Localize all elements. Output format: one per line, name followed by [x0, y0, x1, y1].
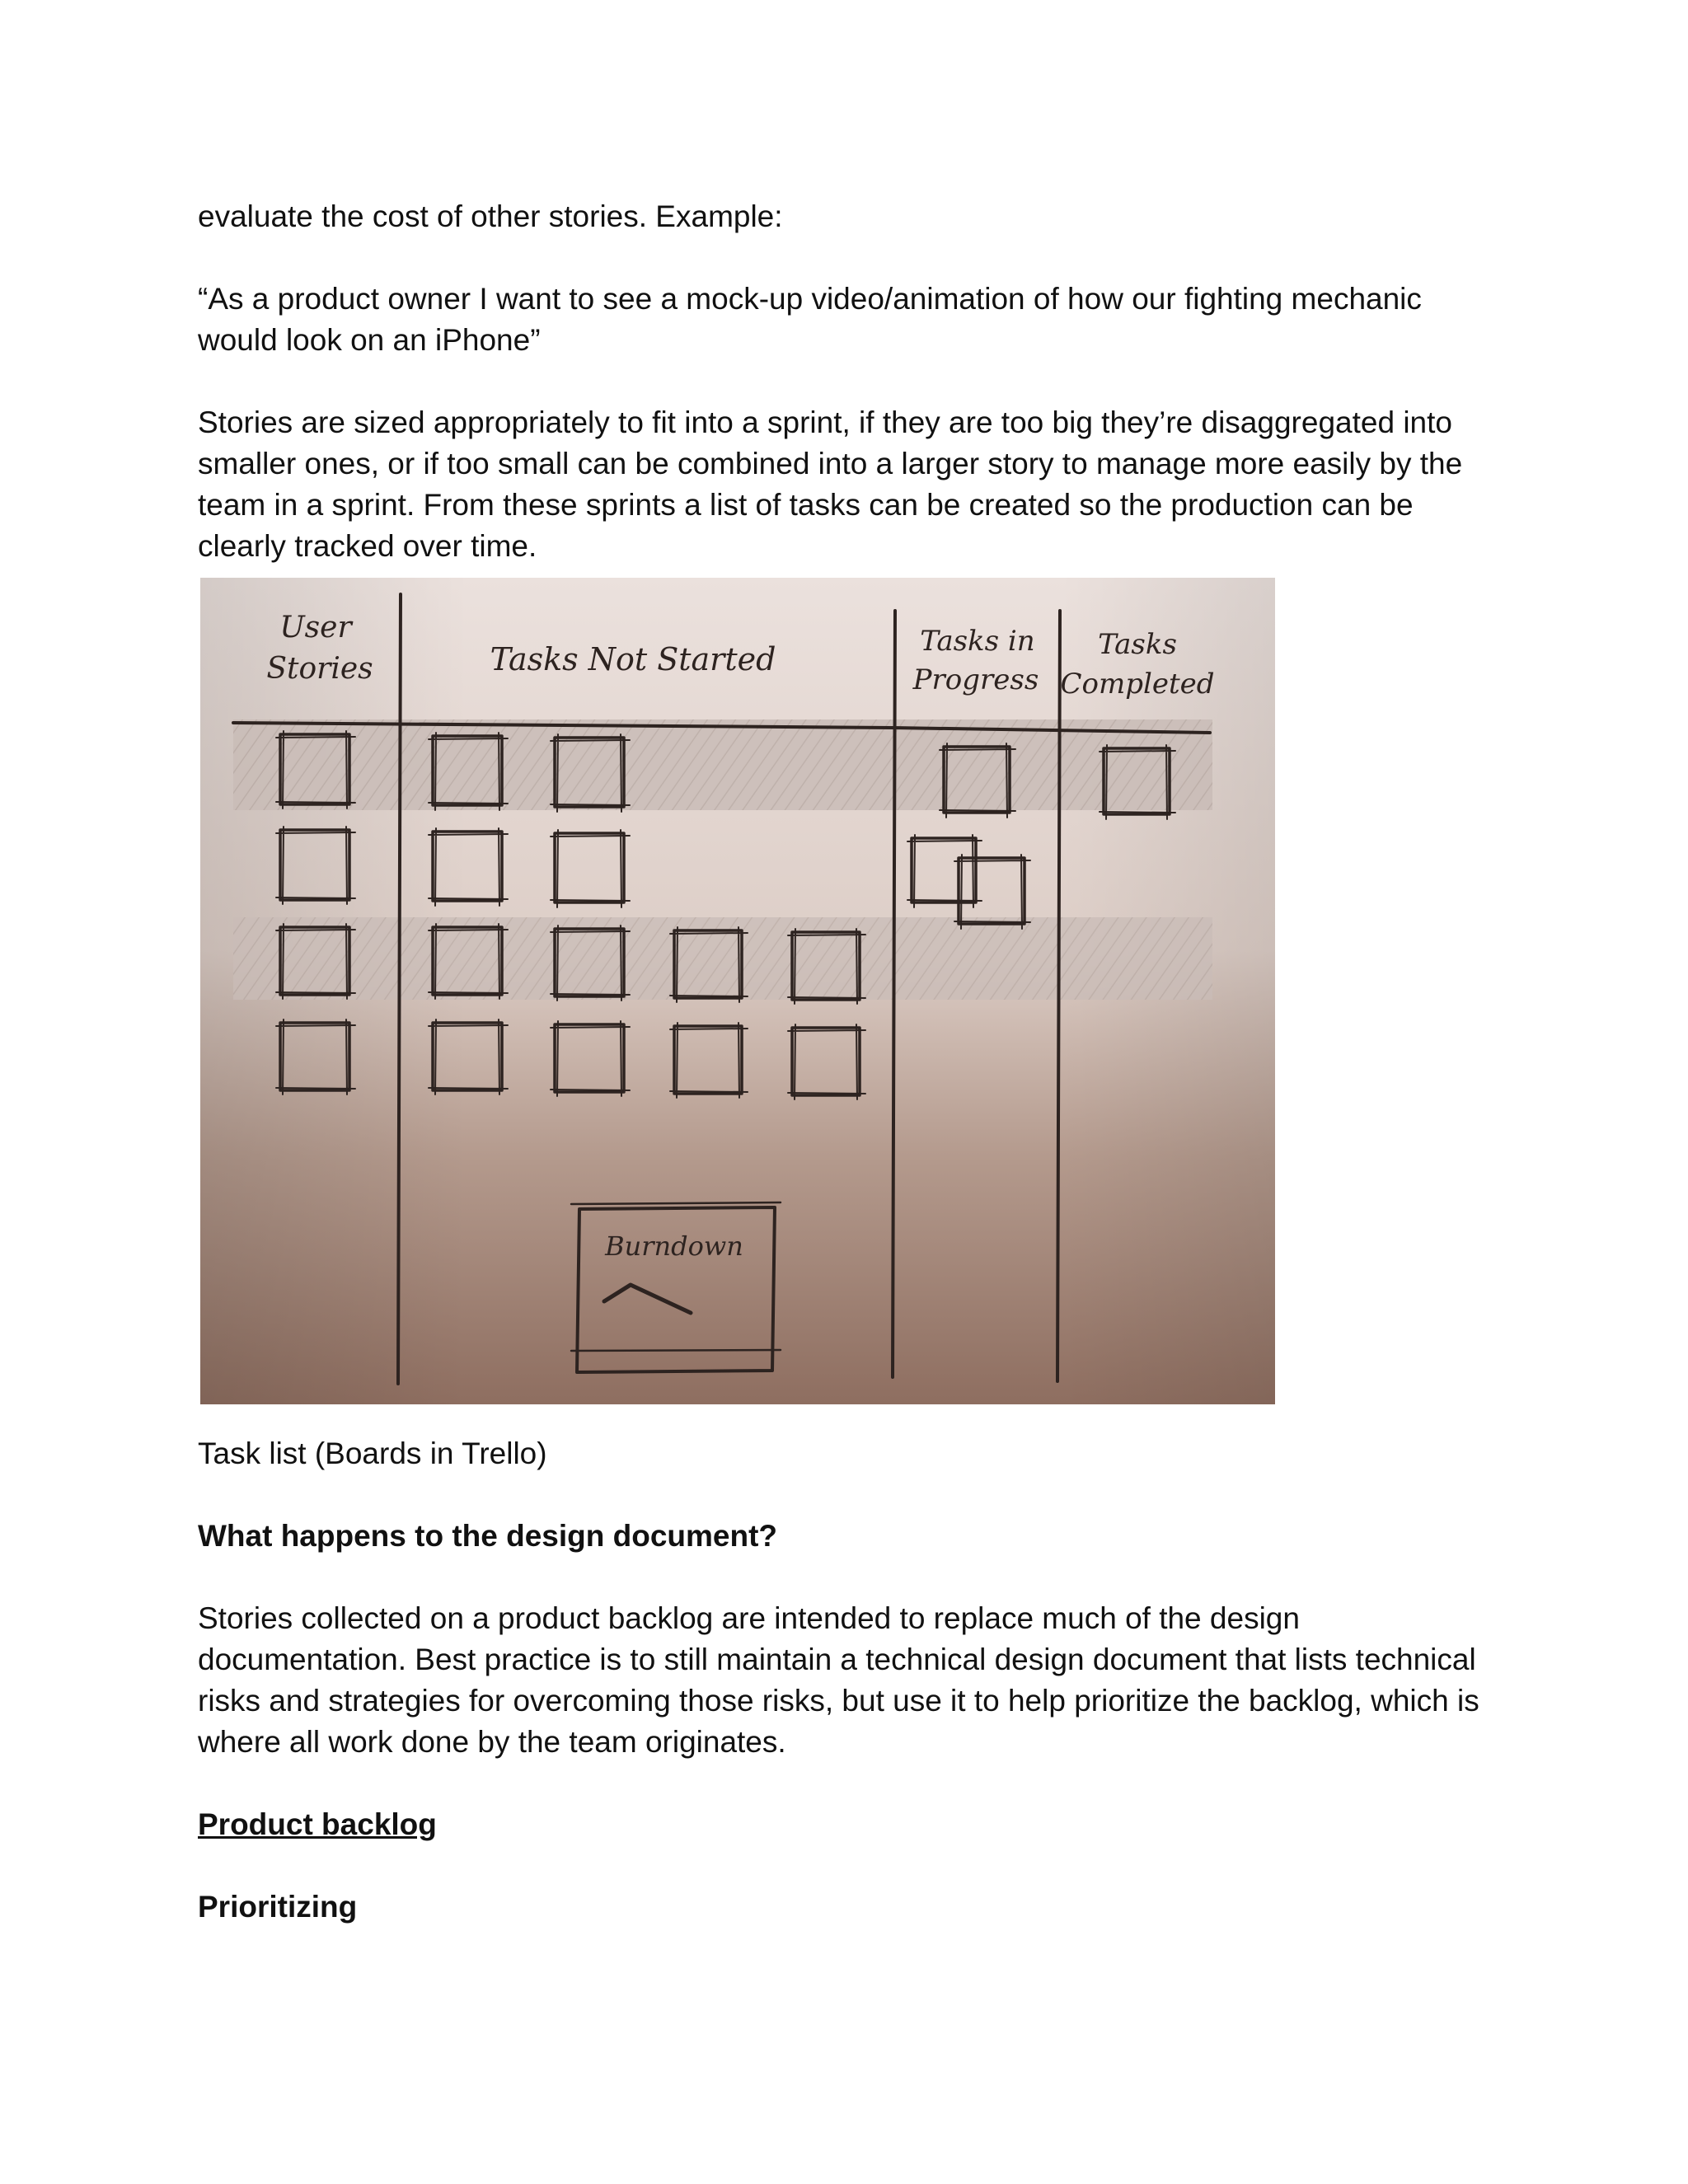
task-board-photo — [200, 578, 1275, 1404]
paragraph-intro: evaluate the cost of other stories. Example: — [198, 199, 783, 233]
paragraph-design-line-1: Stories collected on a product backlog are intended to replace much of the design — [198, 1601, 1300, 1635]
header-user-stories-1: User — [279, 611, 352, 644]
header-user-stories-2: Stories — [266, 652, 373, 686]
header-in-progress-1: Tasks in — [920, 625, 1035, 658]
row-stripe-1 — [233, 719, 1212, 810]
quote-line-2: would look on an iPhone” — [198, 323, 541, 357]
document-page — [198, 196, 1517, 1928]
paragraph-design-line-2: documentation. Best practice is to still maintain a technical design document that lists technical — [198, 1643, 1476, 1676]
paragraph-stories-line-4: clearly tracked over time. — [198, 529, 537, 563]
heading-product-backlog: Product backlog — [198, 1807, 437, 1841]
header-tasks-not-started: Tasks Not Started — [490, 641, 776, 677]
header-in-progress-2: Progress — [912, 663, 1039, 696]
burndown-label: Burndown — [605, 1230, 743, 1262]
header-completed-2: Completed — [1060, 668, 1215, 701]
paragraph-stories-line-1: Stories are sized appropriately to fit into a sprint, if they are too big they’re disaggregated into — [198, 405, 1452, 439]
heading-design-document: What happens to the design document? — [198, 1519, 777, 1553]
paragraph-design-line-4: where all work done by the team originates. — [198, 1725, 786, 1759]
heading-prioritizing: Prioritizing — [198, 1890, 358, 1924]
figure-caption: Task list (Boards in Trello) — [198, 1436, 547, 1470]
quote-line-1: “As a product owner I want to see a mock-up video/animation of how our fighting mechanic — [198, 282, 1422, 316]
paragraph-design-line-3: risks and strategies for overcoming those risks, but use it to help prioritize the backlog, which is — [198, 1684, 1479, 1718]
paragraph-stories-line-3: team in a sprint. From these sprints a list of tasks can be created so the production can be — [198, 488, 1414, 522]
paragraph-stories-line-2: smaller ones, or if too small can be combined into a larger story to manage more easily by the — [198, 447, 1463, 480]
header-completed-1: Tasks — [1098, 628, 1177, 661]
